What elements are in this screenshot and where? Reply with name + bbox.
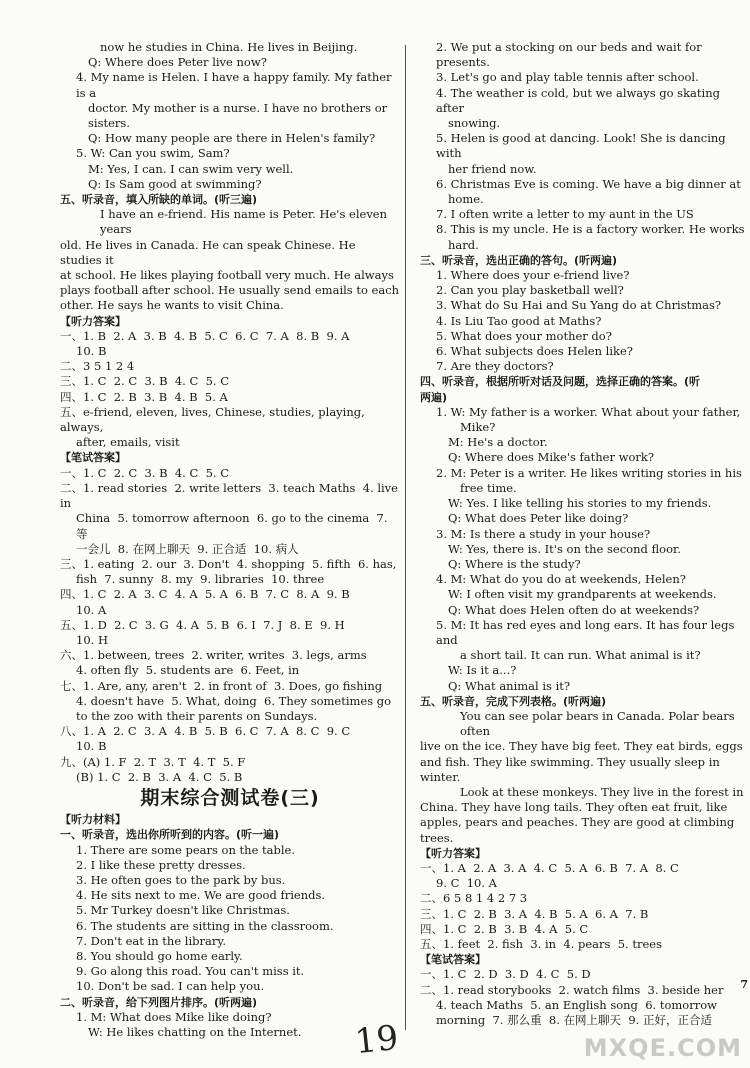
text-line: 2. We put a stocking on our beds and wait for presents. <box>436 40 706 70</box>
column-divider <box>405 45 406 1030</box>
text-line: 6. What subjects does Helen like? <box>436 344 633 359</box>
text-line: 6. The students are sitting in the classroom. <box>76 918 334 933</box>
text-line: W: Yes, there is. It's on the second floor. <box>448 541 681 556</box>
text-line: 五、1. feet 2. fish 3. in 4. pears 5. trees <box>420 936 662 951</box>
text-line: old. He lives in Canada. He can speak Chinese. He studies it <box>60 237 360 267</box>
text-line: 4. doesn't have 5. What, doing 6. They sometimes go <box>76 693 392 708</box>
text-line: 3. Let's go and play table tennis after school. <box>436 70 699 85</box>
text-line: Mike? <box>460 420 496 435</box>
text-line: W: I often visit my grandparents at weekends. <box>448 587 717 602</box>
text-line: 三、1. C 2. B 3. A 4. B 5. A 6. A 7. B <box>420 906 649 921</box>
text-line: 7. Are they doctors? <box>436 359 554 374</box>
text-line: free time. <box>460 480 517 495</box>
text-line: 二、1. read stories 2. write letters 3. teach Maths 4. live in <box>60 480 402 511</box>
text-line: 10. B <box>76 344 107 359</box>
text-line: 10. H <box>76 632 108 647</box>
text-line: 7. I often write a letter to my aunt in the US <box>436 207 694 222</box>
text-line: You can see polar bears in Canada. Polar bears often <box>460 708 739 739</box>
text-line: 8. This is my uncle. He is a factory worker. He works <box>436 222 745 237</box>
text-line: 1. W: My father is a worker. What about your father, <box>436 404 741 419</box>
text-line: 四、1. C 2. B 3. B 4. B 5. A <box>60 389 228 404</box>
text-line: 9. Go along this road. You can't miss it. <box>76 964 305 979</box>
text-line: plays football after school. He usually send emails to each <box>60 283 400 298</box>
text-line: (B) 1. C 2. B 3. A 4. C 5. B <box>76 769 243 784</box>
text-line: M: He's a doctor. <box>448 435 548 450</box>
text-line: 8. You should go home early. <box>76 948 243 963</box>
answer-heading: 【听力答案】 <box>420 846 486 860</box>
text-line: snowing. <box>448 116 501 131</box>
text-line: Q: What animal is it? <box>448 678 571 693</box>
text-line: 5. What does your mother do? <box>436 328 612 343</box>
text-line: fish 7. sunny 8. my 9. libraries 10. three <box>76 572 325 587</box>
text-line: 4. M: What do you do at weekends, Helen? <box>436 572 686 587</box>
text-line: 七、1. Are, any, aren't 2. in front of 3. Does, go fishing <box>60 678 383 693</box>
text-line: winter. <box>420 769 461 784</box>
text-line: at school. He likes playing football very much. He always <box>60 268 394 283</box>
section-heading: 五、听录音，填入所缺的单词。(听三遍) <box>60 193 258 207</box>
text-line: China 5. tomorrow afternoon 6. go to the cinema 7. 等 <box>76 511 392 541</box>
text-line: 一、1. C 2. C 3. B 4. C 5. C <box>60 465 230 480</box>
text-line: apples, pears and peaches. They are good at climbing trees. <box>420 815 738 845</box>
text-line: 九、(A) 1. F 2. T 3. T 4. T 5. F <box>60 754 246 769</box>
text-line: I have an e-friend. His name is Peter. He's eleven years <box>100 207 391 237</box>
text-line: 2. M: Peter is a writer. He likes writing stories in his <box>436 465 742 480</box>
text-line: live on the ice. They have big feet. They eat birds, eggs <box>420 739 743 754</box>
section-heading: 四、听录音，根据所听对话及问题，选择正确的答案。(听 <box>420 375 701 389</box>
text-line: 五、e-friend, eleven, lives, Chinese, studies, playing, always, <box>60 404 369 435</box>
text-line: 10. Don't be sad. I can help you. <box>76 979 265 994</box>
left-column <box>60 40 400 1040</box>
text-line: 一、1. A 2. A 3. A 4. C 5. A 6. B 7. A 8. C <box>420 860 679 875</box>
text-line: 五、1. D 2. C 3. G 4. A 5. B 6. I 7. J 8. E 9. H <box>60 617 345 632</box>
text-line: 5. Mr Turkey doesn't like Christmas. <box>76 903 290 918</box>
text-line: 7. Don't eat in the library. <box>76 933 226 948</box>
text-line: Q: Where does Mike's father work? <box>448 450 655 465</box>
text-line: 二、3 5 1 2 4 <box>60 359 135 374</box>
section-heading: 两遍) <box>420 390 448 404</box>
text-line: a short tail. It can run. What animal is it? <box>460 648 701 663</box>
text-line: 1. Where does your e-friend live? <box>436 268 630 283</box>
text-line: 5. Helen is good at dancing. Look! She is dancing with <box>436 131 730 161</box>
section-heading: 五、听录音，完成下列表格。(听两遍) <box>420 694 607 708</box>
text-line: 八、1. A 2. C 3. A 4. B 5. B 6. C 7. A 8. C 9. C <box>60 724 351 739</box>
section-heading: 一、听录音，选出你所听到的内容。(听一遍) <box>60 828 280 842</box>
text-line: M: Yes, I can. I can swim very well. <box>88 161 294 176</box>
text-line: W: Is it a...? <box>448 663 517 678</box>
text-line: now he studies in China. He lives in Beijing. <box>100 40 358 54</box>
watermark: MXQE.COM <box>583 1034 742 1062</box>
text-line: her friend now. <box>448 161 537 176</box>
text-line: Q: What does Peter like doing? <box>448 511 629 526</box>
text-line: 四、1. C 2. A 3. C 4. A 5. A 6. B 7. C 8. A 9. B <box>60 587 350 602</box>
answer-heading: 【笔试答案】 <box>60 451 126 465</box>
text-line: 1. M: What does Mike like doing? <box>76 1009 272 1024</box>
corner-mark: 7 <box>740 978 748 991</box>
text-line: home. <box>448 192 484 207</box>
text-line: doctor. My mother is a nurse. I have no brothers or <box>88 100 388 115</box>
answer-heading: 【笔试答案】 <box>420 953 486 967</box>
text-line: 4. He sits next to me. We are good friends. <box>76 888 326 903</box>
page-number: 19 <box>353 1017 401 1063</box>
text-line: 5. W: Can you swim, Sam? <box>76 146 230 161</box>
text-line: 4. The weather is cold, but we always go skating after <box>436 85 724 115</box>
text-line: Q: Where does Peter live now? <box>88 55 267 70</box>
text-line: 5. M: It has red eyes and long ears. It has four legs and <box>436 617 739 647</box>
text-line: 二、6 5 8 1 4 2 7 3 <box>420 891 528 906</box>
text-line: 10. A <box>76 602 107 617</box>
text-line: 1. There are some pears on the table. <box>76 842 296 857</box>
text-line: 六、1. between, trees 2. writer, writes 3. legs, arms <box>60 648 367 663</box>
text-line: China. They have long tails. They often eat fruit, like <box>420 800 728 815</box>
section-heading: 三、听录音，选出正确的答句。(听两遍) <box>420 253 618 267</box>
answer-heading: 【听力答案】 <box>60 314 126 328</box>
text-line: 10. B <box>76 739 107 754</box>
text-line: 一、1. C 2. D 3. D 4. C 5. D <box>420 967 591 982</box>
right-column <box>420 40 746 1028</box>
text-line: to the zoo with their parents on Sundays. <box>76 708 318 723</box>
text-line: 三、1. eating 2. our 3. Don't 4. shopping 5. fifth 6. has, <box>60 556 397 571</box>
text-line: 四、1. C 2. B 3. B 4. A 5. C <box>420 921 589 936</box>
text-line: Q: What does Helen often do at weekends? <box>448 602 700 617</box>
text-line: Q: How many people are there in Helen's family? <box>88 131 376 146</box>
section-heading: 二、听录音，给下列图片排序。(听两遍) <box>60 995 258 1009</box>
text-line: after, emails, visit <box>76 435 180 450</box>
text-line: 3. M: Is there a study in your house? <box>436 526 651 541</box>
answer-heading: 【听力材料】 <box>60 813 126 827</box>
text-line: 二、1. read storybooks 2. watch films 3. beside her <box>420 982 724 997</box>
text-line: 6. Christmas Eve is coming. We have a big dinner at <box>436 176 741 191</box>
text-line: 2. Can you play basketball well? <box>436 283 624 298</box>
text-line: Q: Is Sam good at swimming? <box>88 176 262 191</box>
text-line: 4. often fly 5. students are 6. Feet, in <box>76 663 300 678</box>
text-line: 3. He often goes to the park by bus. <box>76 872 286 887</box>
text-line: 2. I like these pretty dresses. <box>76 857 246 872</box>
text-line: W: He likes chatting on the Internet. <box>88 1025 302 1039</box>
text-line: sisters. <box>88 116 130 131</box>
text-line: morning 7. 那么重 8. 在网上聊天 9. 正好，正合适 <box>436 1013 712 1027</box>
text-line: hard. <box>448 237 479 252</box>
text-line: Look at these monkeys. They live in the forest in <box>460 784 744 799</box>
text-line: 3. What do Su Hai and Su Yang do at Christmas? <box>436 298 722 313</box>
text-line: Q: Where is the study? <box>448 556 581 571</box>
text-line: 4. Is Liu Tao good at Maths? <box>436 313 602 328</box>
text-line: 4. My name is Helen. I have a happy family. My father is a <box>76 70 396 100</box>
text-line: other. He says he wants to visit China. <box>60 298 284 313</box>
text-line: and fish. They like swimming. They usually sleep in <box>420 754 720 769</box>
text-line: 9. C 10. A <box>436 876 497 891</box>
exam-title: 期末综合测试卷(三) <box>140 786 320 809</box>
text-line: 三、1. C 2. C 3. B 4. C 5. C <box>60 374 230 389</box>
text-line: 4. teach Maths 5. an English song 6. tomorrow <box>436 997 717 1012</box>
text-line: W: Yes. I like telling his stories to my friends. <box>448 496 712 511</box>
text-line: 一、1. B 2. A 3. B 4. B 5. C 6. C 7. A 8. B 9. A <box>60 328 350 343</box>
text-line: 一会儿 8. 在网上聊天 9. 正合适 10. 病人 <box>76 541 299 556</box>
